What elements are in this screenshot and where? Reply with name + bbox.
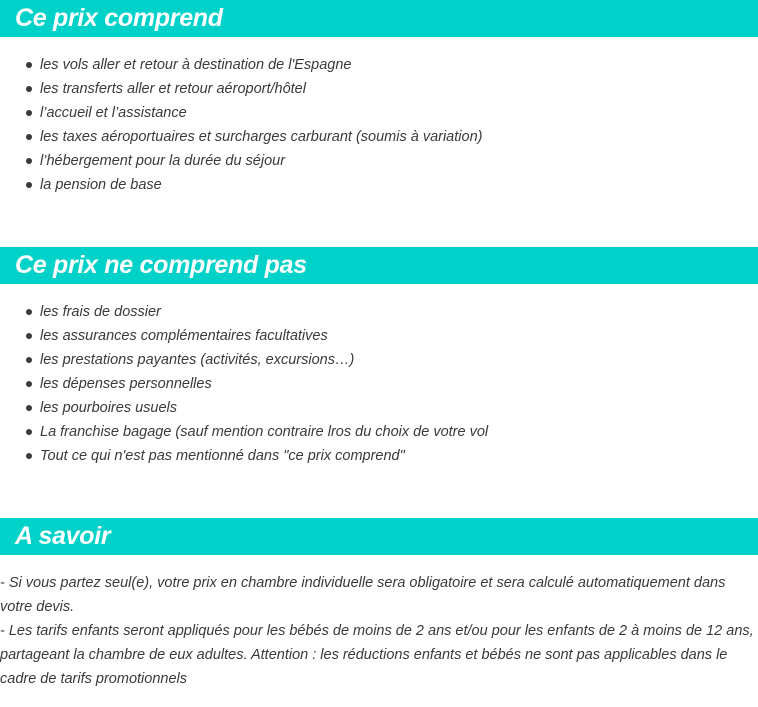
bullet-icon [26,453,32,459]
list-item: l’accueil et l’assistance [0,101,482,125]
list-item: Tout ce qui n'est pas mentionné dans "ce prix comprend" [0,444,488,468]
bullet-icon [26,134,32,140]
list-item: les frais de dossier [0,300,488,324]
included-list [0,53,482,197]
bullet-icon [26,62,32,68]
list-item: les transferts aller et retour aéroport/hôtel [0,77,482,101]
section-header-included [0,0,758,37]
not-included-list [0,300,488,468]
bullet-icon [26,110,32,116]
section-title: Ce prix ne comprend pas [15,251,307,279]
list-item: les prestations payantes (activités, excursions…) [0,348,488,372]
bullet-icon [26,333,32,339]
list-item: les assurances complémentaires facultatives [0,324,488,348]
bullet-icon [26,309,32,315]
bullet-icon [26,405,32,411]
section-header-not-included [0,247,758,284]
bullet-icon [26,182,32,188]
section-title: Ce prix comprend [15,4,223,32]
bullet-icon [26,158,32,164]
section-title: A savoir [15,522,111,550]
good-to-know-notes [0,571,758,691]
note-paragraph: - Les tarifs enfants seront appliqués pour les bébés de moins de 2 ans et/ou pour les enfants de 2 à moins de 12 ans, partageant la chambre de eux adultes. Attention : les réductions enfants et bébés ne sont pas applicables dans le cadre de tarifs promotionnels [0,623,754,687]
list-item: la pension de base [0,173,482,197]
bullet-icon [26,381,32,387]
note-paragraph: - Si vous partez seul(e), votre prix en chambre individuelle sera obligatoire et sera calculé automatiquement dans votre devis. [0,575,726,615]
list-item: les pourboires usuels [0,396,488,420]
section-header-good-to-know [0,518,758,555]
bullet-icon [26,429,32,435]
list-item: les dépenses personnelles [0,372,488,396]
list-item: l’hébergement pour la durée du séjour [0,149,482,173]
list-item: les vols aller et retour à destination de l'Espagne [0,53,482,77]
bullet-icon [26,86,32,92]
list-item: les taxes aéroportuaires et surcharges carburant (soumis à variation) [0,125,482,149]
list-item: La franchise bagage (sauf mention contraire lros du choix de votre vol [0,420,488,444]
bullet-icon [26,357,32,363]
